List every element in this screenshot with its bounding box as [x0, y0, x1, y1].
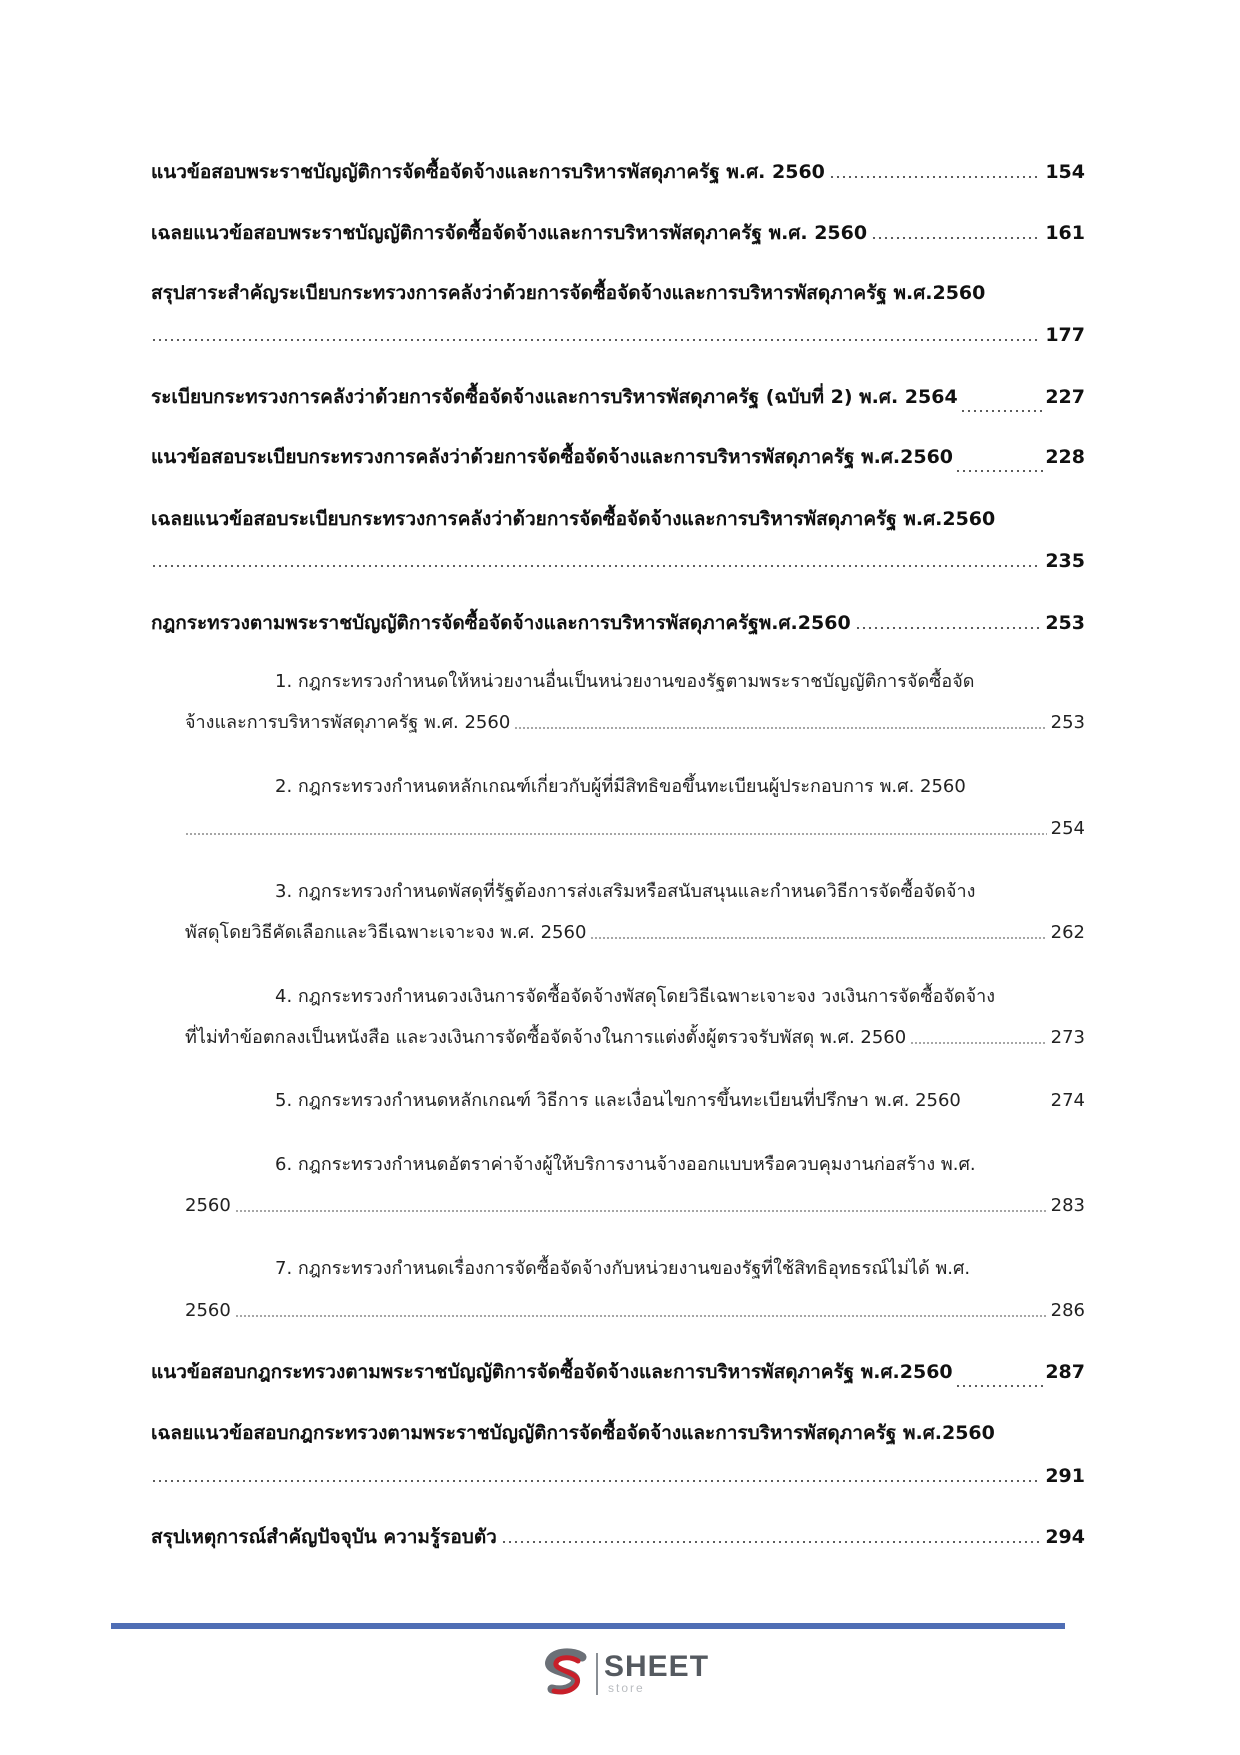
toc-leader-dots [185, 831, 1047, 837]
toc-entry-title-cont: 2560 [185, 1300, 231, 1321]
toc-subentry-2-cont[interactable] [185, 814, 1085, 846]
footer-rule [111, 1623, 1065, 1629]
toc-entry-ministerial-regulations[interactable] [151, 608, 1085, 640]
logo-emblem-icon [538, 1647, 594, 1703]
toc-page-number: 287 [1045, 1361, 1085, 1383]
toc-entry-title-cont: ที่ไม่ทำข้อตกลงเป็นหนังสือ และวงเงินการจัดซื้อจัดจ้างในการแต่งตั้งผู้ตรวจรับพัสดุ พ.ศ. 2560 [185, 1027, 907, 1048]
toc-entry-procurement-act-exam[interactable] [151, 157, 1085, 189]
toc-entry-regulation-exam[interactable] [151, 442, 1085, 474]
toc-page-number: 274 [1050, 1090, 1085, 1111]
toc-entry-title: 7. กฎกระทรวงกำหนดเรื่องการจัดซื้อจัดจ้างกับหน่วยงานของรัฐที่ใช้สิทธิอุทธรณ์ไม่ได้ พ.ศ. [275, 1258, 971, 1279]
toc-entry-regulation-summary-cont[interactable] [151, 320, 1085, 352]
toc-page-number: 286 [1050, 1300, 1085, 1321]
toc-subentry-3[interactable] [275, 877, 1085, 909]
toc-leader-dots [514, 725, 1046, 731]
toc-subentry-1-cont[interactable] [185, 708, 1085, 740]
toc-entry-title: แนวข้อสอบระเบียบกระทรวงการคลังว่าด้วยการจัดซื้อจัดจ้างและการบริหารพัสดุภาครัฐ พ.ศ.2560 [151, 446, 954, 468]
logo-text: SHEET [604, 1650, 710, 1683]
toc-page-number: 291 [1045, 1465, 1085, 1487]
toc-subentry-1[interactable] [275, 667, 1085, 699]
toc-page-number: 273 [1050, 1027, 1085, 1048]
toc-subentry-7-cont[interactable] [185, 1296, 1085, 1328]
toc-entry-regulation-summary[interactable] [151, 278, 1085, 310]
logo-divider [596, 1653, 598, 1695]
toc-entry-title: 3. กฎกระทรวงกำหนดพัสดุที่รัฐต้องการส่งเสริมหรือสนับสนุนและกำหนดวิธีการจัดซื้อจัดจ้าง [275, 881, 976, 902]
toc-subentry-3-cont[interactable] [185, 918, 1085, 950]
toc-entry-title-cont: พัสดุโดยวิธีคัดเลือกและวิธีเฉพาะเจาะจง พ.ศ. 2560 [185, 922, 587, 943]
toc-entry-title-cont: จ้างและการบริหารพัสดุภาครัฐ พ.ศ. 2560 [185, 712, 511, 733]
toc-leader-dots [955, 1383, 1044, 1389]
toc-page-number: 253 [1050, 712, 1085, 733]
toc-entry-title: เฉลยแนวข้อสอบกฎกระทรวงตามพระราชบัญญัติการจัดซื้อจัดจ้างและการบริหารพัสดุภาครัฐ พ.ศ.2560 [151, 1422, 995, 1444]
toc-leader-dots [501, 1539, 1041, 1545]
toc-entry-current-events[interactable] [151, 1522, 1085, 1554]
toc-page-number: 228 [1045, 446, 1085, 468]
toc-page-number: 161 [1045, 222, 1085, 244]
toc-entry-ministerial-answers-cont[interactable] [151, 1461, 1085, 1493]
toc-entry-title: 6. กฎกระทรวงกำหนดอัตราค่าจ้างผู้ให้บริการงานจ้างออกแบบหรือควบคุมงานก่อสร้าง พ.ศ. [275, 1154, 976, 1175]
logo-subtext: store [608, 1681, 645, 1695]
toc-leader-dots [151, 563, 1041, 569]
toc-page-number: 283 [1050, 1195, 1085, 1216]
toc-entry-title: สรุปสาระสำคัญระเบียบกระทรวงการคลังว่าด้วยการจัดซื้อจัดจ้างและการบริหารพัสดุภาครัฐ พ.ศ.2560 [151, 282, 986, 304]
toc-entry-title: แนวข้อสอบพระราชบัญญัติการจัดซื้อจัดจ้างและการบริหารพัสดุภาครัฐ พ.ศ. 2560 [151, 161, 825, 183]
toc-entry-procurement-act-answers[interactable] [151, 218, 1085, 250]
toc-subentry-2[interactable] [275, 772, 1085, 804]
toc-entry-title: แนวข้อสอบกฎกระทรวงตามพระราชบัญญัติการจัดซื้อจัดจ้างและการบริหารพัสดุภาครัฐ พ.ศ.2560 [151, 1361, 953, 1383]
toc-leader-dots [235, 1313, 1047, 1319]
toc-entry-ministerial-answers[interactable] [151, 1418, 1085, 1450]
toc-subentry-6[interactable] [275, 1150, 1085, 1182]
toc-leader-dots [151, 337, 1041, 343]
toc-leader-dots [235, 1208, 1047, 1214]
toc-entry-title: 2. กฎกระทรวงกำหนดหลักเกณฑ์เกี่ยวกับผู้ที่มีสิทธิขอขึ้นทะเบียนผู้ประกอบการ พ.ศ. 2560 [275, 776, 966, 797]
sheet-store-logo [538, 1645, 728, 1705]
toc-leader-dots [829, 174, 1041, 180]
toc-page-number: 227 [1045, 386, 1085, 408]
toc-entry-regulation-answers[interactable] [151, 504, 1085, 536]
toc-leader-dots [151, 1478, 1041, 1484]
toc-page-number: 177 [1045, 324, 1085, 346]
toc-subentry-7[interactable] [275, 1254, 1085, 1286]
toc-leader-dots [855, 625, 1042, 631]
toc-leader-dots [910, 1040, 1046, 1046]
toc-page-number: 294 [1045, 1526, 1085, 1548]
toc-leader-dots [871, 235, 1041, 241]
toc-entry-title: เฉลยแนวข้อสอบพระราชบัญญัติการจัดซื้อจัดจ้างและการบริหารพัสดุภาครัฐ พ.ศ. 2560 [151, 222, 868, 244]
toc-page-number: 254 [1050, 818, 1085, 839]
toc-entry-title: 1. กฎกระทรวงกำหนดให้หน่วยงานอื่นเป็นหน่วยงานของรัฐตามพระราชบัญญัติการจัดซื้อจัด [275, 671, 975, 692]
toc-entry-title: เฉลยแนวข้อสอบระเบียบกระทรวงการคลังว่าด้วยการจัดซื้อจัดจ้างและการบริหารพัสดุภาครัฐ พ.ศ.2560 [151, 508, 996, 530]
toc-entry-ministerial-exam[interactable] [151, 1357, 1085, 1389]
toc-entry-regulation-answers-cont[interactable] [151, 546, 1085, 578]
toc-entry-regulation-2564[interactable] [151, 382, 1085, 414]
toc-page-number: 154 [1045, 161, 1085, 183]
toc-subentry-5[interactable] [275, 1086, 1085, 1118]
toc-leader-dots [955, 468, 1043, 474]
toc-entry-title: สรุปเหตุการณ์สำคัญปัจจุบัน ความรู้รอบตัว [151, 1526, 497, 1548]
toc-page-number: 262 [1050, 922, 1085, 943]
toc-leader-dots [963, 1112, 1049, 1118]
toc-entry-title: กฎกระทรวงตามพระราชบัญญัติการจัดซื้อจัดจ้างและการบริหารพัสดุภาครัฐพ.ศ.2560 [151, 612, 851, 634]
toc-subentry-6-cont[interactable] [185, 1191, 1085, 1223]
toc-entry-title: 4. กฎกระทรวงกำหนดวงเงินการจัดซื้อจัดจ้างพัสดุโดยวิธีเฉพาะเจาะจง วงเงินการจัดซื้อจัดจ้าง [275, 986, 996, 1007]
toc-entry-title: ระเบียบกระทรวงการคลังว่าด้วยการจัดซื้อจัดจ้างและการบริหารพัสดุภาครัฐ (ฉบับที่ 2) พ.ศ. 2564 [151, 386, 958, 408]
toc-page-number: 253 [1045, 612, 1085, 634]
toc-leader-dots [960, 408, 1044, 414]
toc-page-number: 235 [1045, 550, 1085, 572]
toc-entry-title-cont: 2560 [185, 1195, 231, 1216]
toc-entry-title: 5. กฎกระทรวงกำหนดหลักเกณฑ์ วิธีการ และเงื่อนไขการขึ้นทะเบียนที่ปรึกษา พ.ศ. 2560 [275, 1090, 961, 1111]
toc-subentry-4-cont[interactable] [185, 1023, 1085, 1055]
toc-subentry-4[interactable] [275, 982, 1085, 1014]
toc-leader-dots [590, 935, 1046, 941]
